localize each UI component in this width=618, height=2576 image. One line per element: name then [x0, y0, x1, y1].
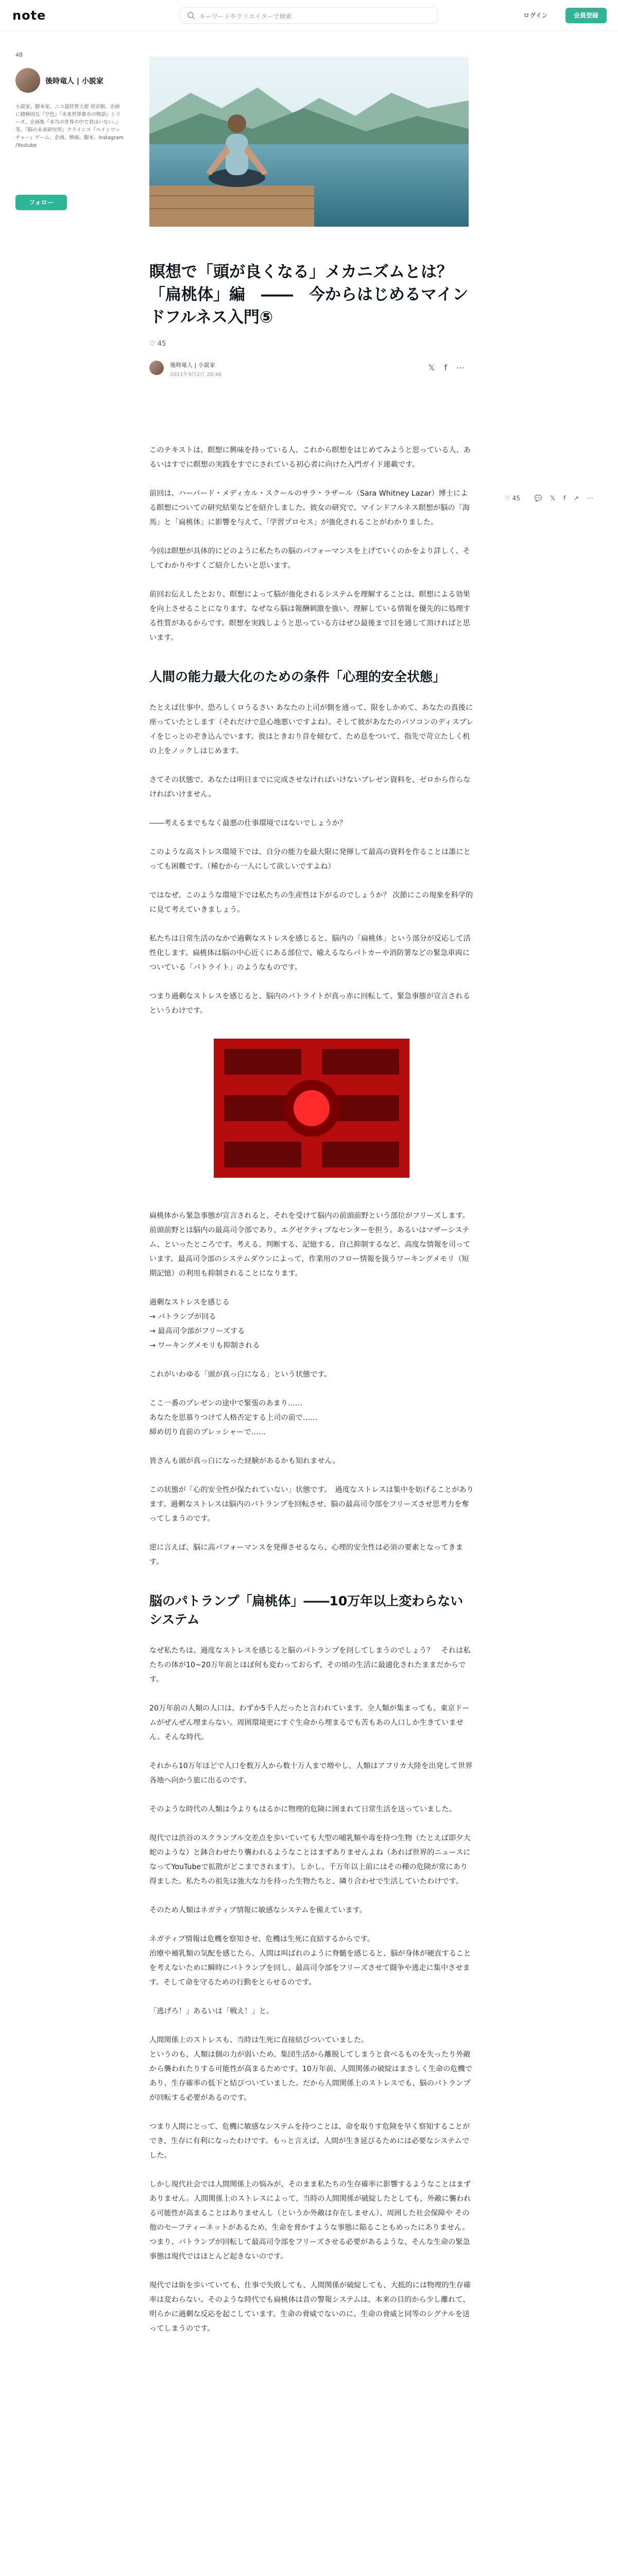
paragraph: 過剰なストレスを感じる → パトランプが回る → 最高司令部がフリーズする → ワーキングメモリも抑制される [149, 1298, 260, 1350]
emergency-image [214, 1039, 409, 1178]
facebook-icon[interactable]: f [444, 363, 456, 372]
paragraph: 私たちは日常生活のなかで過剰なストレスを感じると、脳内の「扁桃体」という部分が反応して活性化します。扁桃体は脳の中心近くにある部位で、喩えるならパトカーや消防署などの緊急車両についている「パトライト」のようなものです。 [149, 935, 471, 972]
like-count[interactable]: ♡ 45 [149, 340, 166, 348]
paragraph: この状態が「心的安全性が保たれていない」状態です。 過度なストレスは集中を妨げることがあります。過剰なストレスは脳内のパトランプを回転させ、脳の最高司令部をフリーズさせ思考力を奪ってしまうのです。 [149, 1486, 474, 1523]
more-icon[interactable]: ⋯ [587, 495, 593, 502]
paragraph: ネガティブ情報は危機を察知させ、危機は生死に直結するからです。 治療や補乳類の気配を感じたら、人間は叫ばれのように脊髄を感じると、脳が身体が硬直することを考えないために瞬時にパトランプを回し、最高司令部をフリーズさせて闘争や逃走に集中させます。そして命を守るための行動をとらせるのです。 [149, 1935, 471, 1987]
paragraph: 現代では街を歩いていても、仕事で失敗しても、人間関係が破綻しても、大抵的には物理的生存確率は変わらない。そのような時代でも扁桃体は昔の警報システムは、本来の目的から少し離れて、明らかに過剰な反応を起こしています。生命の脅威でないのに、生命の脅威と同等のシグナルを送ってしまうのです。 [149, 2281, 471, 2333]
emergency-warning-illustration [214, 1039, 409, 1178]
paragraph: このような高ストレス環境下では、自分の能力を最大限に発揮して最高の資料を作ることは誰にとっても困難です。（稀むから一人にして欲しいですよね） [149, 848, 471, 871]
paragraph: そのような時代の人類は今よりもはるかに物理的危険に囲まれて日常生活を送っていました。 [149, 1805, 456, 1814]
heart-icon[interactable]: ♡ 45 [505, 495, 520, 502]
floating-action-bar [505, 495, 599, 502]
paragraph: そのため人類はネガティブ情報に敏感なシステムを備えています。 [149, 1906, 367, 1914]
share-icon[interactable]: ↗ [574, 495, 579, 502]
paragraph: 前回お伝えしたとおり、瞑想によって脳が強化されるシステムを理解することは、瞑想による効果を向上させることになります。なぜなら脳は報酬刺激を強い、理解している情報を優先的に処理する性質があるからです。瞑想を実践しようと思っている方はぜひ最後まで目を通して頂ければと思います。 [149, 590, 471, 642]
paragraph: これがいわゆる「頭が真っ白になる」という状態です。 [149, 1370, 332, 1379]
paragraph: 人間関係上のストレスも、当時は生死に直接結びついていました。 というのも、人類は個の力が弱いため、集団生活から離脱してしまうと食べるものを失ったり外敵から襲われたりする可能性が高まるためです。10万年前、人間関係の破綻はまさしく生命の危機であり、生存確率の低下と結びついていました。だから人間関係上のストレスでも、脳のパトランプが回転する必要があるのです。 [149, 2036, 472, 2102]
x-icon[interactable]: 𝕏 [550, 495, 556, 502]
article-title: 瞑想で「頭が良くなる」メカニズムとは？「扁桃体」編 ―― 今からはじめるマインドフルネス入門⑤ [149, 263, 469, 327]
search-placeholder: キーワードやクリエイターで検索 [199, 13, 292, 20]
comment-icon[interactable]: 💬 [534, 495, 542, 502]
paragraph: それから10万年ほどで人口を数万人から数十万人まで増やし、人類はアフリカ大陸を出発して世界各地へ向かう旅に出るのです。 [149, 1762, 473, 1785]
paragraph: 現代では渋谷のスクランブル交差点を歩いていても大型の哺乳類や毒を持つ生物（たとえば即夕大蛇のような）と鉢合わせたり襲われるようなことはまずありませんよね（あれば世界的ニュースになってYouTubeで拡散がどこまでされます）。しかし、千万年以上前にはその種の危険が常にあり得ました。私たちの祖先は強大な力を持った生物たちと、隣り合わせで生活していたわけです。 [149, 1834, 471, 1886]
section-heading: 脳のパトランプ「扁桃体」――10万年以上変わらないシステム [149, 1594, 464, 1627]
paragraph: 皆さんも頭が真っ白になった経験があるかも知れません。 [149, 1457, 340, 1465]
paragraph: たとえば仕事中、恐ろしくロうるさい あなたの上司が側を通って、限をしかめて、あなたの真後に座っていたとします（それだけで息心地悪いですよね）。そして彼があなたのパソコンのディスプレイをじっとのぞき込んでいます。彼はときおり首を傾むて、ため息をついて、指先で苛立たしく机の上をノックしはじめます。 [149, 704, 474, 755]
paragraph: このテキストは、瞑想に興味を持っている人、これから瞑想をはじめてみようと思っている人、あるいはすでに瞑想の実践をすでにされている初心者に向けた入門ガイド連載です。 [149, 446, 471, 469]
facebook-icon[interactable]: f [563, 495, 566, 502]
paragraph: しかし現代社会では人間関係上の悩みが、そのまま私たちの生存確率に影響するようなことはまずありません。人間関係上のストレスによって、当時の人間関係が破綻したとしても、外敵に襲われる可能性が高まることはありませんし（というか外敵は存在しません）、周囲した社会保障や その他のセーフティーネットがあるため、生命を脅かすような事態に陥ることもめったにありません。 つまり、パトランプが回転して最高司令部をフリーズさせる必要があるような、そんな生命の緊急事態は現代ではほとんど起きないのです。 [149, 2180, 471, 2261]
signup-button[interactable]: 会員登録 [565, 8, 607, 23]
paragraph: 20万年前の人類の人口は、わずか5千人だったと言われています。全人類が集まっても、東京ドームがぜんぜん埋まらない。周囲環境更にすぐ生命から埋まるでも苦もあの人口しか生きていません。そんな時代。 [149, 1704, 470, 1741]
publish-date: 2021年9月2日 20:46 [170, 372, 222, 378]
paragraph: 扁桃体から緊急事態が宣言されると、それを受けて脳内の前頭前野という部位がフリーズします。前頭前野とは脳内の最高司令部であり、エグゼクティブなセンターを担う。あるいはマザーシステム、といったところです。考える、判断する、記憶する、自己抑制するなど、高度な情報を司っています。最高司令部のシステムダウンによって、作業用のフロー情報を扱うワーキングメモリ（短期記憶）の利用も抑制されることになります。 [149, 1212, 471, 1278]
paragraph: 今回は瞑想が具体的にどのように私たちの脳のパフォーマンスを上げていくのかをより詳しく、そしてわかりやすくご紹介したいと思います。 [149, 547, 470, 570]
note-logo[interactable]: note [12, 8, 46, 23]
author-sidebar [15, 52, 134, 206]
section-heading: 人間の能力最大化のための条件「心理的安全状態」 [149, 669, 446, 684]
paragraph: ここ一番のプレゼンの途中で緊張のあまり…… あなたを思慕りつけて人格否定する上司の前で…… 締め切り直前のプレッシャーで…… [149, 1399, 318, 1436]
author-name[interactable]: 後時竜人 | 小説家 [170, 362, 215, 368]
paragraph: ではなぜ、このような環境下では私たちの生産性は下がるのでしょうか？ 次節にこの現象を科学的に見て考えていきましょう。 [149, 891, 473, 914]
x-icon[interactable]: 𝕏 [428, 363, 444, 372]
paragraph: ――考えるまでもなく最悪の仕事環境ではないでしょうか？ [149, 819, 347, 827]
share-icons [428, 363, 474, 372]
author-bio: 小説家。脚本家。ニコ超世界大使 初音館。企画に積極的な『空色』『未来世界都市の物語』シリーズ。企画集『本当の世界の中で君はいない。』等。『脳の未来研究所』クライシス『ペインワッチャー』ゲーム、企画、映画。脚本。Instagram /Youtube [15, 104, 124, 148]
paragraph: 逆に言えば、脳に高パフォーマンスを発揮させるなら、心理的安全性は必須の要素となってきます。 [149, 1544, 463, 1566]
search-input[interactable] [180, 7, 438, 24]
paragraph: さてその状態で、あなたは明日までに完成させなければいけないプレゼン資料を、ゼロから作らなければいけません。 [149, 776, 471, 799]
avatar[interactable] [15, 68, 40, 93]
paragraph: 前回は、ハーバード・メディカル・スクールのサラ・ラザール（Sara Whitney Lazar）博士による瞑想についての研究結果などを紹介しました。彼女の研究で、マインドフルネス瞑想が脳の「海馬」と「扁桃体」に影響を与えて、「学習プロセス」が強化されることがわかりました。 [149, 489, 470, 527]
search-icon [187, 11, 195, 20]
avatar[interactable] [149, 361, 164, 375]
paragraph: なぜ私たちは、過度なストレスを感じると脳のパトランプを回してしまうのでしょう？ それは私たちの体が10~20万年前とほぼ何も変わっておらず、その頃の生活に最適化されたままだからです。 [149, 1647, 471, 1684]
sidebar-count: 48 [15, 52, 23, 58]
article-body [149, 443, 474, 2350]
heart-icon[interactable]: ♡ [149, 340, 156, 348]
author-row [149, 361, 474, 381]
meditation-lake-image [149, 57, 469, 227]
paragraph: つまり過剰なストレスを感じると、脳内のパトライトが真っ赤に回転して、緊急事態が宣言されるというわけです。 [149, 992, 470, 1015]
follow-button[interactable]: フォロー [15, 195, 67, 210]
paragraph: つまり人間にとって、危機に敏感なシステムを持つことは、命を取りす危険を早く察知することができ、生存に有利になったわけです。もっと言えば、人間が生き延びるためには必要なシステムでした。 [149, 2123, 470, 2160]
site-header [0, 0, 618, 31]
hero-image [149, 57, 469, 227]
more-icon[interactable]: ⋯ [456, 363, 474, 372]
paragraph: 「逃げろ！」あるいは「戦え！」と。 [149, 2007, 274, 2015]
author-name[interactable]: 後時竜人 | 小説家 [45, 77, 104, 86]
login-button[interactable]: ログイン [523, 12, 548, 19]
